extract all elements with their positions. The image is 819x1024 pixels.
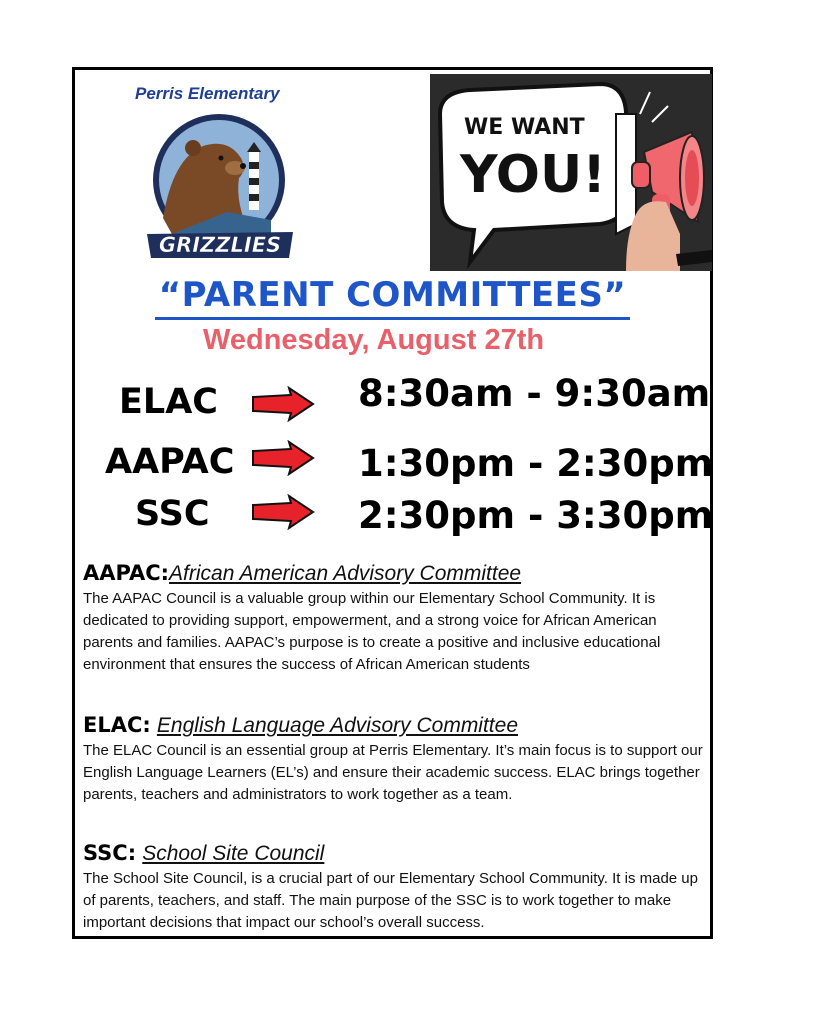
bear-logo-icon [143, 108, 303, 268]
section-heading [83, 560, 703, 586]
section-abbr: AAPAC: [83, 561, 170, 585]
section-body: The ELAC Council is an essential group at Perris Elementary. It’s main focus is to support our English Language Learners (EL’s) and ensure their academic success. ELAC brings together parents, teachers and administrators to work together as a team. [83, 742, 703, 803]
flyer [72, 67, 713, 939]
section-body: The School Site Council, is a crucial part of our Elementary School Community. It is made up of parents, teachers, and staff. The main purpose of the SSC is to work together to make important decisions that impact our school’s overall success. [83, 870, 698, 931]
promo-line2: YOU! [460, 145, 606, 205]
red-arrow-icon [251, 440, 315, 476]
promo-line1: WE WANT [464, 115, 585, 140]
section-full-name: English Language Advisory Committee [156, 714, 519, 737]
section-full-name: African American Advisory Committee [169, 562, 522, 585]
section-heading [83, 712, 703, 738]
schedule-time-ssc: 2:30pm - 3:30pm [358, 494, 714, 537]
schedule-label-aapac: AAPAC [105, 442, 235, 482]
schedule-time-aapac: 1:30pm - 2:30pm [358, 442, 714, 485]
schedule-time-elac: 8:30am - 9:30am [358, 372, 711, 415]
page-title [75, 275, 710, 315]
section-abbr: SSC: [83, 841, 137, 865]
event-date: Wednesday, August 27th [203, 324, 545, 356]
red-arrow-icon [251, 386, 315, 422]
section-abbr: ELAC: [83, 713, 151, 737]
schedule-label-elac: ELAC [119, 382, 218, 422]
red-arrow-icon [251, 494, 315, 530]
section-heading [83, 840, 703, 866]
section-full-name: School Site Council [142, 842, 325, 865]
page-title-text: “PARENT COMMITTEES” [155, 275, 630, 320]
section-body: The AAPAC Council is a valuable group within our Elementary School Community. It is dedicated to providing support, empowerment, and a strong voice for African American parents and families. AAPAC’s purpose is to create a positive and inclusive educational environment that ensures the success of African American students [83, 590, 661, 673]
schedule-label-ssc: SSC [135, 494, 210, 534]
section-ssc [83, 840, 703, 934]
section-aapac [83, 560, 703, 676]
logo-text: GRIZZLIES [158, 233, 282, 257]
section-elac [83, 712, 703, 806]
school-name: Perris Elementary [135, 84, 280, 103]
promo-image [430, 74, 712, 271]
megaphone-icon [430, 74, 712, 271]
